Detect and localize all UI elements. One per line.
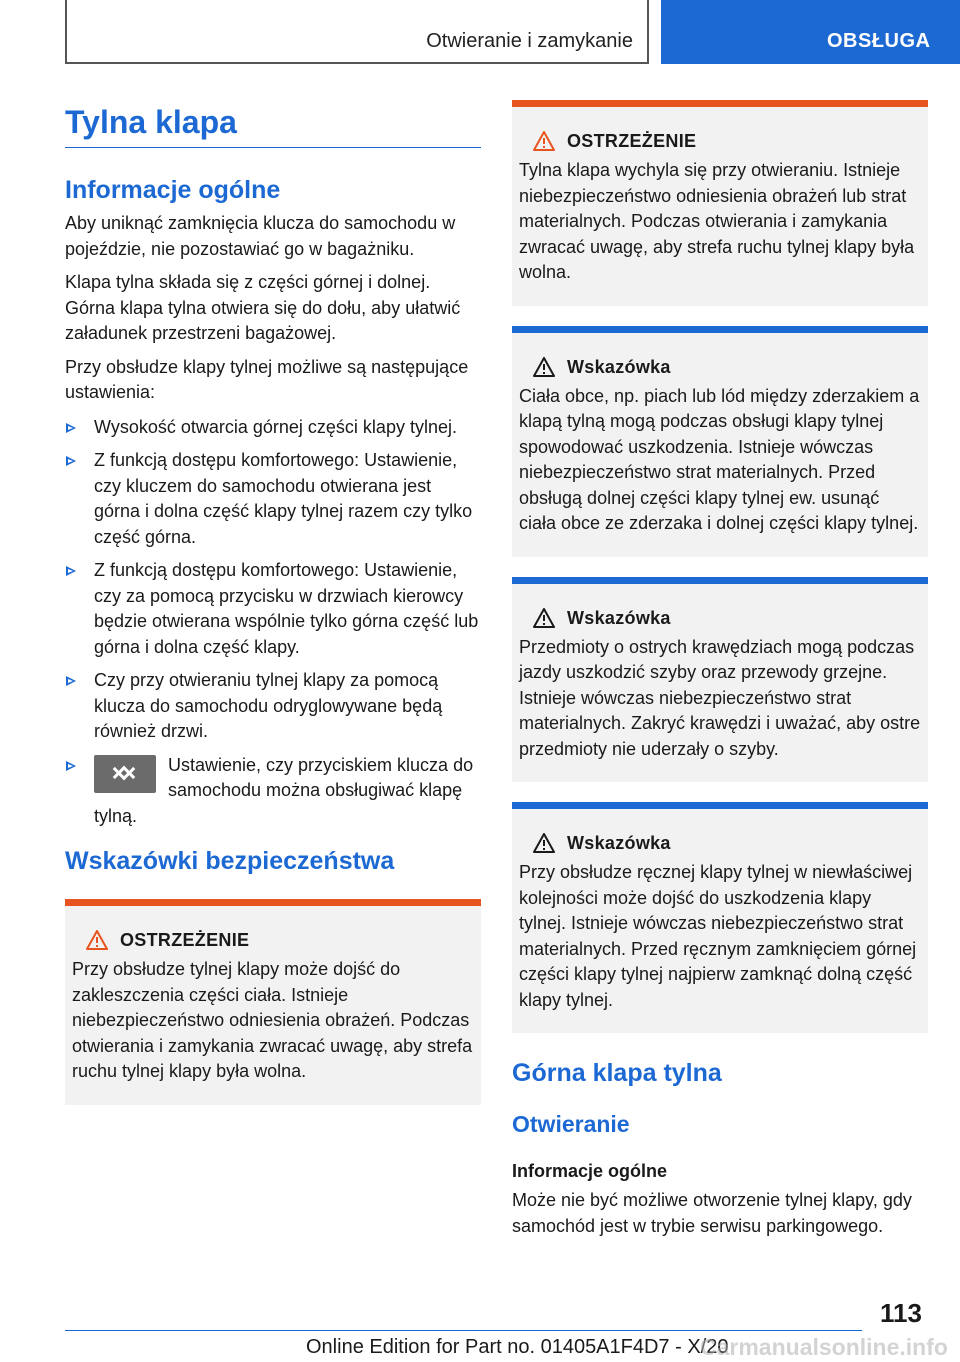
header-chapter-tab xyxy=(661,0,960,64)
watermark: Carmanualsonline.info xyxy=(700,1334,948,1360)
footer-divider xyxy=(65,1330,862,1331)
paragraph: Klapa tylna składa się z części górnej i dolnej. Górna klapa tylna otwiera się do dołu, aby ułatwić załadunek przestrzeni bagażowej. xyxy=(65,272,461,343)
title-divider xyxy=(65,147,481,148)
notice-title: Wskazówka xyxy=(567,833,671,853)
paragraph: Przy obsłudze klapy tylnej możliwe są następujące ustawienia: xyxy=(65,356,469,402)
notice-triangle-icon xyxy=(533,357,555,377)
list-item: Z funkcją dostępu komfortowego: Ustawienie, czy za pomocą przycisku w drzwiach kierowcy będzie otwierana wspólnie tylko górna część lub górna i dolna część klapy. xyxy=(65,558,481,660)
bullet-triangle-icon xyxy=(66,761,76,771)
warning-text: Tylna klapa wychyla się przy otwieraniu. Istnieje niebezpieczeństwo odniesienia obrażeń lub strat materialnych. Podczas otwierania i zamykania zwracać uwagę, aby strefa ruchu tylnej klapy była wolna. xyxy=(519,160,915,282)
header-section-tab xyxy=(65,0,649,64)
page-title: Tylna klapa xyxy=(65,104,237,140)
opening-heading: Otwieranie xyxy=(512,1111,630,1137)
notice-title: Wskazówka xyxy=(567,356,671,377)
warning-box xyxy=(65,899,481,1105)
notice-text: Przedmioty o ostrych krawędziach mogą podczas jazdy uszkodzić szyby oraz przewody grzejne. Istnieje wówczas niebezpieczeństwo strat materialnych. Zakryć krawędzi i uważać, aby ostre przedmioty nie uderzały o szyby. xyxy=(519,636,921,759)
header-section-title: Otwieranie i zamykanie xyxy=(426,30,633,52)
list-item: Czy przy otwieraniu tylnej klapy za pomocą klucza do samochodu odryglowywane będą również drzwi. xyxy=(65,668,481,745)
bullet-triangle-icon xyxy=(66,423,76,433)
notice-text: Przy obsłudze ręcznej klapy tylnej w niewłaściwej kolejności może dojść do uszkodzenia klapy tylnej. Istnieje wówczas niebezpieczeństwo strat materialnych. Przed ręcznym zamknięciem górnej części klapy tylnej najpierw zamknąć dolną część klapy tylnej. xyxy=(519,862,917,1010)
general-info-heading: Informacje ogólne xyxy=(65,176,281,204)
bullet-triangle-icon xyxy=(66,566,76,576)
warning-title: OSTRZEŻENIE xyxy=(567,131,697,151)
notice-box xyxy=(512,326,928,557)
list-item: Wysokość otwarcia górnej części klapy tylnej. xyxy=(65,415,481,441)
notice-triangle-icon xyxy=(533,833,555,853)
paragraph: Aby uniknąć zamknięcia klucza do samochodu w pojeździe, nie pozostawiać go w bagażniku. xyxy=(65,213,456,259)
left-column xyxy=(65,100,481,1105)
safety-heading: Wskazówki bezpieczeństwa xyxy=(65,847,395,875)
header-chapter-title: OBSŁUGA xyxy=(827,30,931,52)
page-number: 113 xyxy=(880,1298,922,1328)
warning-triangle-icon xyxy=(86,930,108,950)
notice-box xyxy=(512,577,928,783)
list-item: Z funkcją dostępu komfortowego: Ustawienie, czy kluczem do samochodu otwierana jest górna i dolna część klapy tylnej razem czy tylko część górna. xyxy=(65,448,481,550)
key-button-icon xyxy=(94,755,156,793)
notice-title: Wskazówka xyxy=(567,607,671,628)
warning-triangle-icon xyxy=(533,131,555,151)
warning-text: Przy obsłudze tylnej klapy może dojść do zakleszczenia części ciała. Istnieje niebezpieczeństwo odniesienia obrażeń. Podczas otwierania i zamykania zwracać uwagę, aby strefa ruchu tylnej klapy była wolna. xyxy=(72,959,473,1081)
notice-text: Ciała obce, np. piach lub lód między zderzakiem a klapą tylną mogą podczas obsługi klapy tylnej spowodować uszkodzenia. Istnieje wówczas niebezpieczeństwo strat materialnych. Przed obsługą dolnej części klapy tylnej ew. usunąć ciała obce ze zderzaka i dolnej części klapy tylnej. xyxy=(519,385,920,533)
upper-tailgate-heading: Górna klapa tylna xyxy=(512,1059,722,1087)
warning-title: OSTRZEŻENIE xyxy=(120,930,250,950)
settings-list xyxy=(65,415,481,830)
list-item: Ustawienie, czy przyciskiem klucza do samochodu można obsługiwać klapę tylną. xyxy=(65,753,481,830)
warning-box xyxy=(512,100,928,306)
bullet-triangle-icon xyxy=(66,456,76,466)
notice-box xyxy=(512,802,928,1033)
general-info-subheading: Informacje ogólne xyxy=(512,1161,668,1181)
edition-text: Online Edition for Part no. 01405A1F4D7 - X/20 xyxy=(306,1336,729,1358)
bullet-triangle-icon xyxy=(66,676,76,686)
notice-triangle-icon xyxy=(533,608,555,628)
paragraph: Może nie być możliwe otworzenie tylnej klapy, gdy samochód jest w trybie serwisu parkingowego. xyxy=(512,1190,912,1236)
right-column xyxy=(512,100,928,1239)
